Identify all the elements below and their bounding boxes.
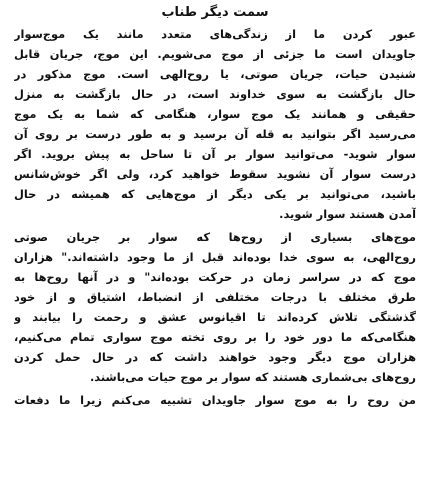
text-line: باشید، می‌توانید بر یکی دیگر از موج‌هایی که همیشه در حال [14,187,416,201]
text-line: روح‌های بی‌شماری هستند که سوار بر موج حیات می‌باشند. [89,370,416,384]
text-line: عبور کردن ما از زندگی‌های متعدد مانند یک موج‌سوار [14,27,416,41]
paragraph-2 [14,227,416,387]
page-title: سمت دیگر طناب [161,5,269,20]
text-line: سوار شوید- می‌توانید سوار بر آن تا ساحل به پیش بروید. اگر [14,147,416,161]
text-line: شنیدن حیات، جریان صوتی، یا روح‌الهی است. موج مذکور در [14,67,416,81]
paragraph-3 [14,390,416,410]
text-line: موج که در سراسر زمان در حرکت بوده‌اند" و در آنها روح‌ها به [14,270,416,284]
text-line: حقیقی و همانند یک موج سوار، هنگامی که شما به یک موج [14,107,416,121]
text-line: حال بازگشت به سوی خداوند است، در حال بازگشت به منزل [14,87,416,101]
text-line: هزاران موج دیگر وجود خواهند داشت که در حال حمل کردن [14,350,416,364]
paragraph-1 [14,24,416,224]
text-line: آمدن هستند سوار شوید. [279,207,416,221]
text-line: درست سوار آن نشوید سقوط خواهید کرد، ولی اگر خوش‌شانس [14,167,416,181]
text-line: هنگامی‌که ما دور خود را بر روی تخته موج سواری تمام می‌کنیم، [14,330,416,344]
text-line: من روح را به موج سوار جاویدان تشبیه می‌کنم زیرا ما دفعات [14,393,416,407]
text-line: جاویدان است ما جزئی از موج می‌شویم. این موج، جریان قابل [14,47,416,61]
text-line: طرق مختلف با درجات مختلفی از انضباط، اشتیاق و از خود [14,290,416,304]
text-line: می‌رسید اگر بتوانید به قله آن برسید و به طور درست بر روی آن [14,127,416,141]
text-line: روح‌الهی، به سوی خدا بوده‌اند قبل از ما وجود داشته‌اند." هزاران [14,250,416,264]
text-line: موج‌های بسیاری از روح‌ها که سوار بر جریان صوتی [14,230,416,244]
text-line: گذشتگی تلاش کرده‌اند تا اقیانوس عشق و رحمت را بیابند و [14,310,416,324]
